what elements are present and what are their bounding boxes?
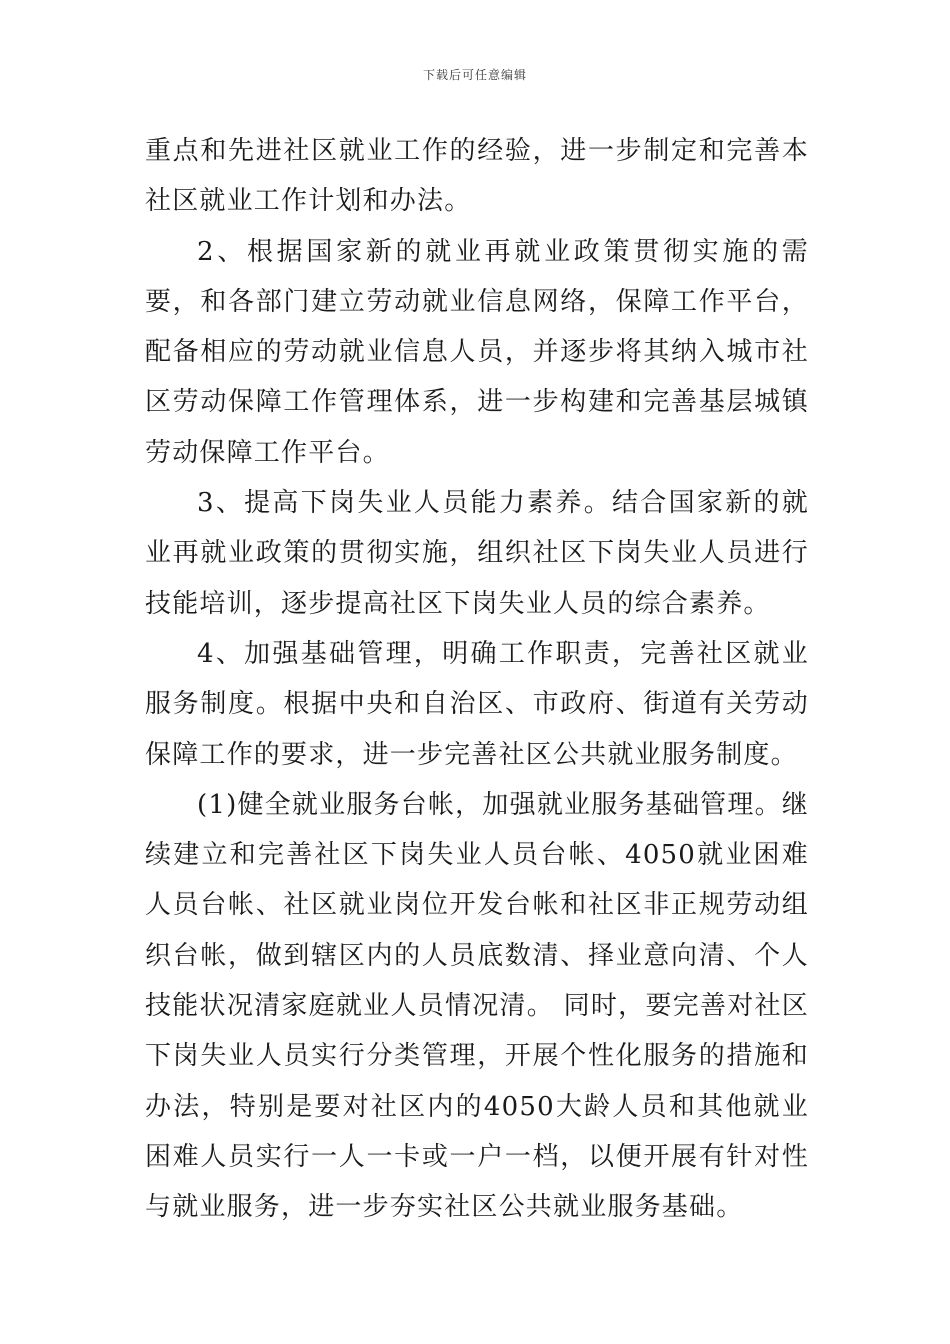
paragraph-item-2: 2、根据国家新的就业再就业政策贯彻实施的需要，和各部门建立劳动就业信息网络，保障工作平台，配备相应的劳动就业信息人员，并逐步将其纳入城市社区劳动保障工作管理体系，进一步构建和完善基层城镇劳动保障工作平台。	[145, 236, 809, 468]
document-body	[145, 126, 809, 1233]
paragraph-item-4: 4、加强基础管理，明确工作职责，完善社区就业服务制度。根据中央和自治区、市政府、街道有关劳动保障工作的要求，进一步完善社区公共就业服务制度。	[145, 638, 809, 770]
paragraph-continuation: 重点和先进社区就业工作的经验，进一步制定和完善本社区就业工作计划和办法。	[145, 136, 809, 217]
header-note: 下载后可任意编辑	[422, 68, 527, 82]
paragraph-item-3: 3、提高下岗失业人员能力素养。结合国家新的就业再就业政策的贯彻实施，组织社区下岗失业人员进行技能培训，逐步提高社区下岗失业人员的综合素养。	[145, 488, 809, 619]
paragraph-subitem-1: (1)健全就业服务台帐，加强就业服务基础管理。继续建立和完善社区下岗失业人员台帐、4050就业困难人员台帐、社区就业岗位开发台帐和社区非正规劳动组织台帐，做到辖区内的人员底数清、择业意向清、个人技能状况清家庭就业人员情况清。 同时，要完善对社区下岗失业人员实行分类管理，开展个性化服务的措施和办法，特别是要对社区内的4050大龄人员和其他就业困难人员实行一人一卡或一户一档，以便开展有针对性与就业服务，进一步夯实社区公共就业服务基础。	[145, 789, 809, 1223]
